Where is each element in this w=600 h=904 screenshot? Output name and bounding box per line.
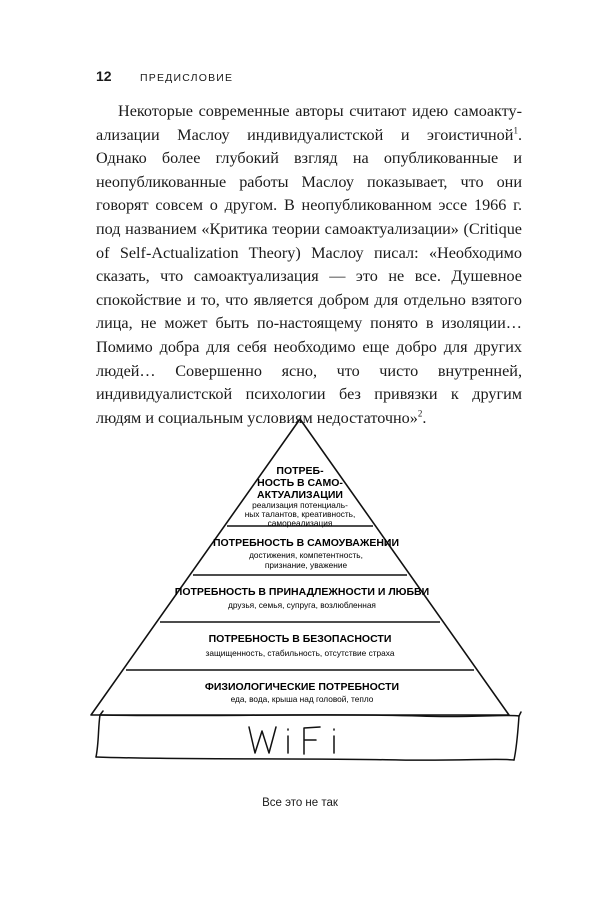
level-title-line: АКТУАЛИЗАЦИИ [257, 489, 343, 501]
wifi-handwriting [249, 727, 334, 754]
paragraph-text-3: . [422, 408, 427, 427]
paragraph-text-2: . Однако более глубокий взгляд на опубликованные и неопубликованные работы Маслоу показывает, что они говорят совсем о другом. В неопубликованном эссе 1966 г. под названием «Критика теории самоактуализации» (Critique of Self-Actualization Theory) Маслоу писал: «Необходимо сказать, что самоактуализация — это не все. Душевное спокойствие и то, что является добром для отдельно взятого лица, не может быть по-настоящему понято в изоляции… Помимо добра для себя необходимо еще добро для других людей… Совершенно ясно, что чисто внутренней, индивидуалистской психологии без привязки к другим людям и социальным условиям недостаточно» [96, 125, 522, 427]
level-title-line: ПОТРЕБ- [276, 465, 324, 477]
level-desc-line: достижения, компетентность, [249, 550, 363, 560]
page-number: 12 [96, 68, 112, 84]
level-desc-line: реализация потенциаль- [252, 500, 348, 510]
level-desc-line: еда, вода, крыша над головой, тепло [230, 694, 374, 704]
maslow-pyramid-diagram [0, 400, 600, 780]
level-title: ПОТРЕБНОСТЬ В ПРИНАДЛЕЖНОСТИ И ЛЮБВИ [174, 586, 430, 598]
running-header [96, 68, 233, 84]
pyramid-level-safety [206, 633, 395, 658]
base-right-side [514, 716, 519, 760]
pyramid-level-belonging [175, 586, 429, 610]
paragraph-text-1: Некоторые современные авторы считают идею самоактуализации Маслоу индивидуалистской и эгоистичной [96, 102, 522, 144]
base-front-bottom [96, 757, 514, 760]
base-left-side [96, 715, 100, 757]
level-title-line: НОСТЬ В САМО- [257, 477, 343, 489]
level-title: ПОТРЕБНОСТЬ В САМОУВАЖЕНИИ [212, 537, 400, 549]
wifi-letter-f [304, 727, 320, 754]
level-title: ПОТРЕБНОСТЬ В БЕЗОПАСНОСТИ [208, 633, 392, 645]
footnote-ref-2[interactable]: 2 [417, 408, 423, 419]
section-title: ПРЕДИСЛОВИЕ [140, 72, 234, 84]
footnote-ref-1[interactable]: 1 [513, 125, 518, 136]
level-desc-line: самореализация [267, 518, 333, 528]
level-title: ФИЗИОЛОГИЧЕСКИЕ ПОТРЕБНОСТИ [204, 681, 400, 693]
level-desc-line: признание, уважение [264, 560, 348, 570]
pyramid-level-physiological [205, 681, 399, 704]
level-desc-line: ных талантов, креативность, [244, 509, 356, 519]
figure-caption: Все это не так [262, 797, 338, 809]
wifi-letter-w [249, 727, 276, 753]
body-paragraph [96, 100, 522, 430]
pyramid-level-esteem [213, 537, 399, 570]
hand-drawn-base [96, 711, 521, 760]
level-desc-line: защищенность, стабильность, отсутствие страха [205, 648, 395, 658]
level-desc-line: друзья, семья, супруга, возлюбленная [228, 600, 376, 610]
